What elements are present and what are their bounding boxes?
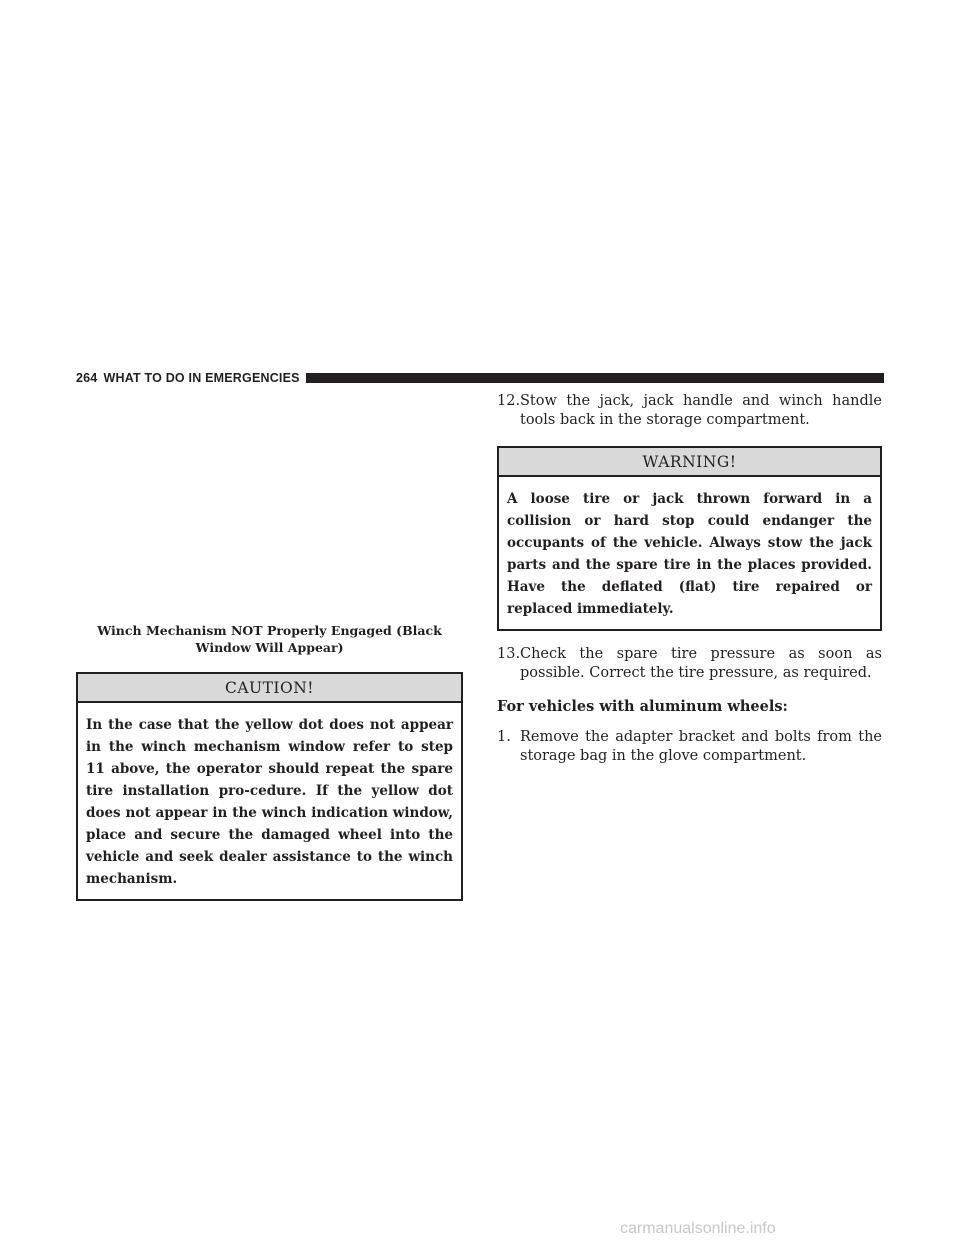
warning-box [497, 446, 882, 631]
left-column [76, 622, 463, 901]
figure-caption: Winch Mechanism NOT Properly Engaged (Black Window Will Appear) [97, 623, 442, 655]
caution-body: In the case that the yellow dot does not appear in the winch mechanism window refer to step 11 above, the operator should repeat the spare tire installation pro-cedure. If the yellow dot does not appear in the winch indication window, place and secure the damaged wheel into the vehicle and seek dealer assistance to the winch mechanism. [86, 717, 453, 887]
step-12 [497, 392, 882, 430]
watermark-text: carmanualsonline.info [620, 1220, 776, 1237]
step-13 [497, 645, 882, 683]
page-number: 264 [76, 371, 98, 385]
section-title: WHAT TO DO IN EMERGENCIES [103, 371, 300, 385]
step-text: Check the spare tire pressure as soon as possible. Correct the tire pressure, as required. [520, 646, 882, 681]
aluminum-wheels-heading: For vehicles with aluminum wheels: [497, 698, 788, 715]
caution-box [76, 672, 463, 901]
step-number: 12. [497, 393, 521, 409]
caution-title: CAUTION! [78, 674, 461, 703]
header-rule [306, 373, 884, 383]
step-text: Remove the adapter bracket and bolts from the storage bag in the glove compartment. [520, 729, 882, 764]
step-1 [497, 728, 882, 766]
page-header [76, 370, 884, 386]
right-column [497, 392, 882, 766]
step-number: 13. [497, 646, 521, 662]
step-text: Stow the jack, jack handle and winch handle tools back in the storage compartment. [520, 393, 882, 428]
spacer [497, 716, 882, 728]
warning-body: A loose tire or jack thrown forward in a collision or hard stop could endanger the occupants of the vehicle. Always stow the jack parts and the spare tire in the places provided. Have the deflated (flat) tire repaired or replaced immediately. [507, 491, 872, 617]
warning-title: WARNING! [499, 448, 880, 477]
step-number: 1. [497, 729, 511, 745]
